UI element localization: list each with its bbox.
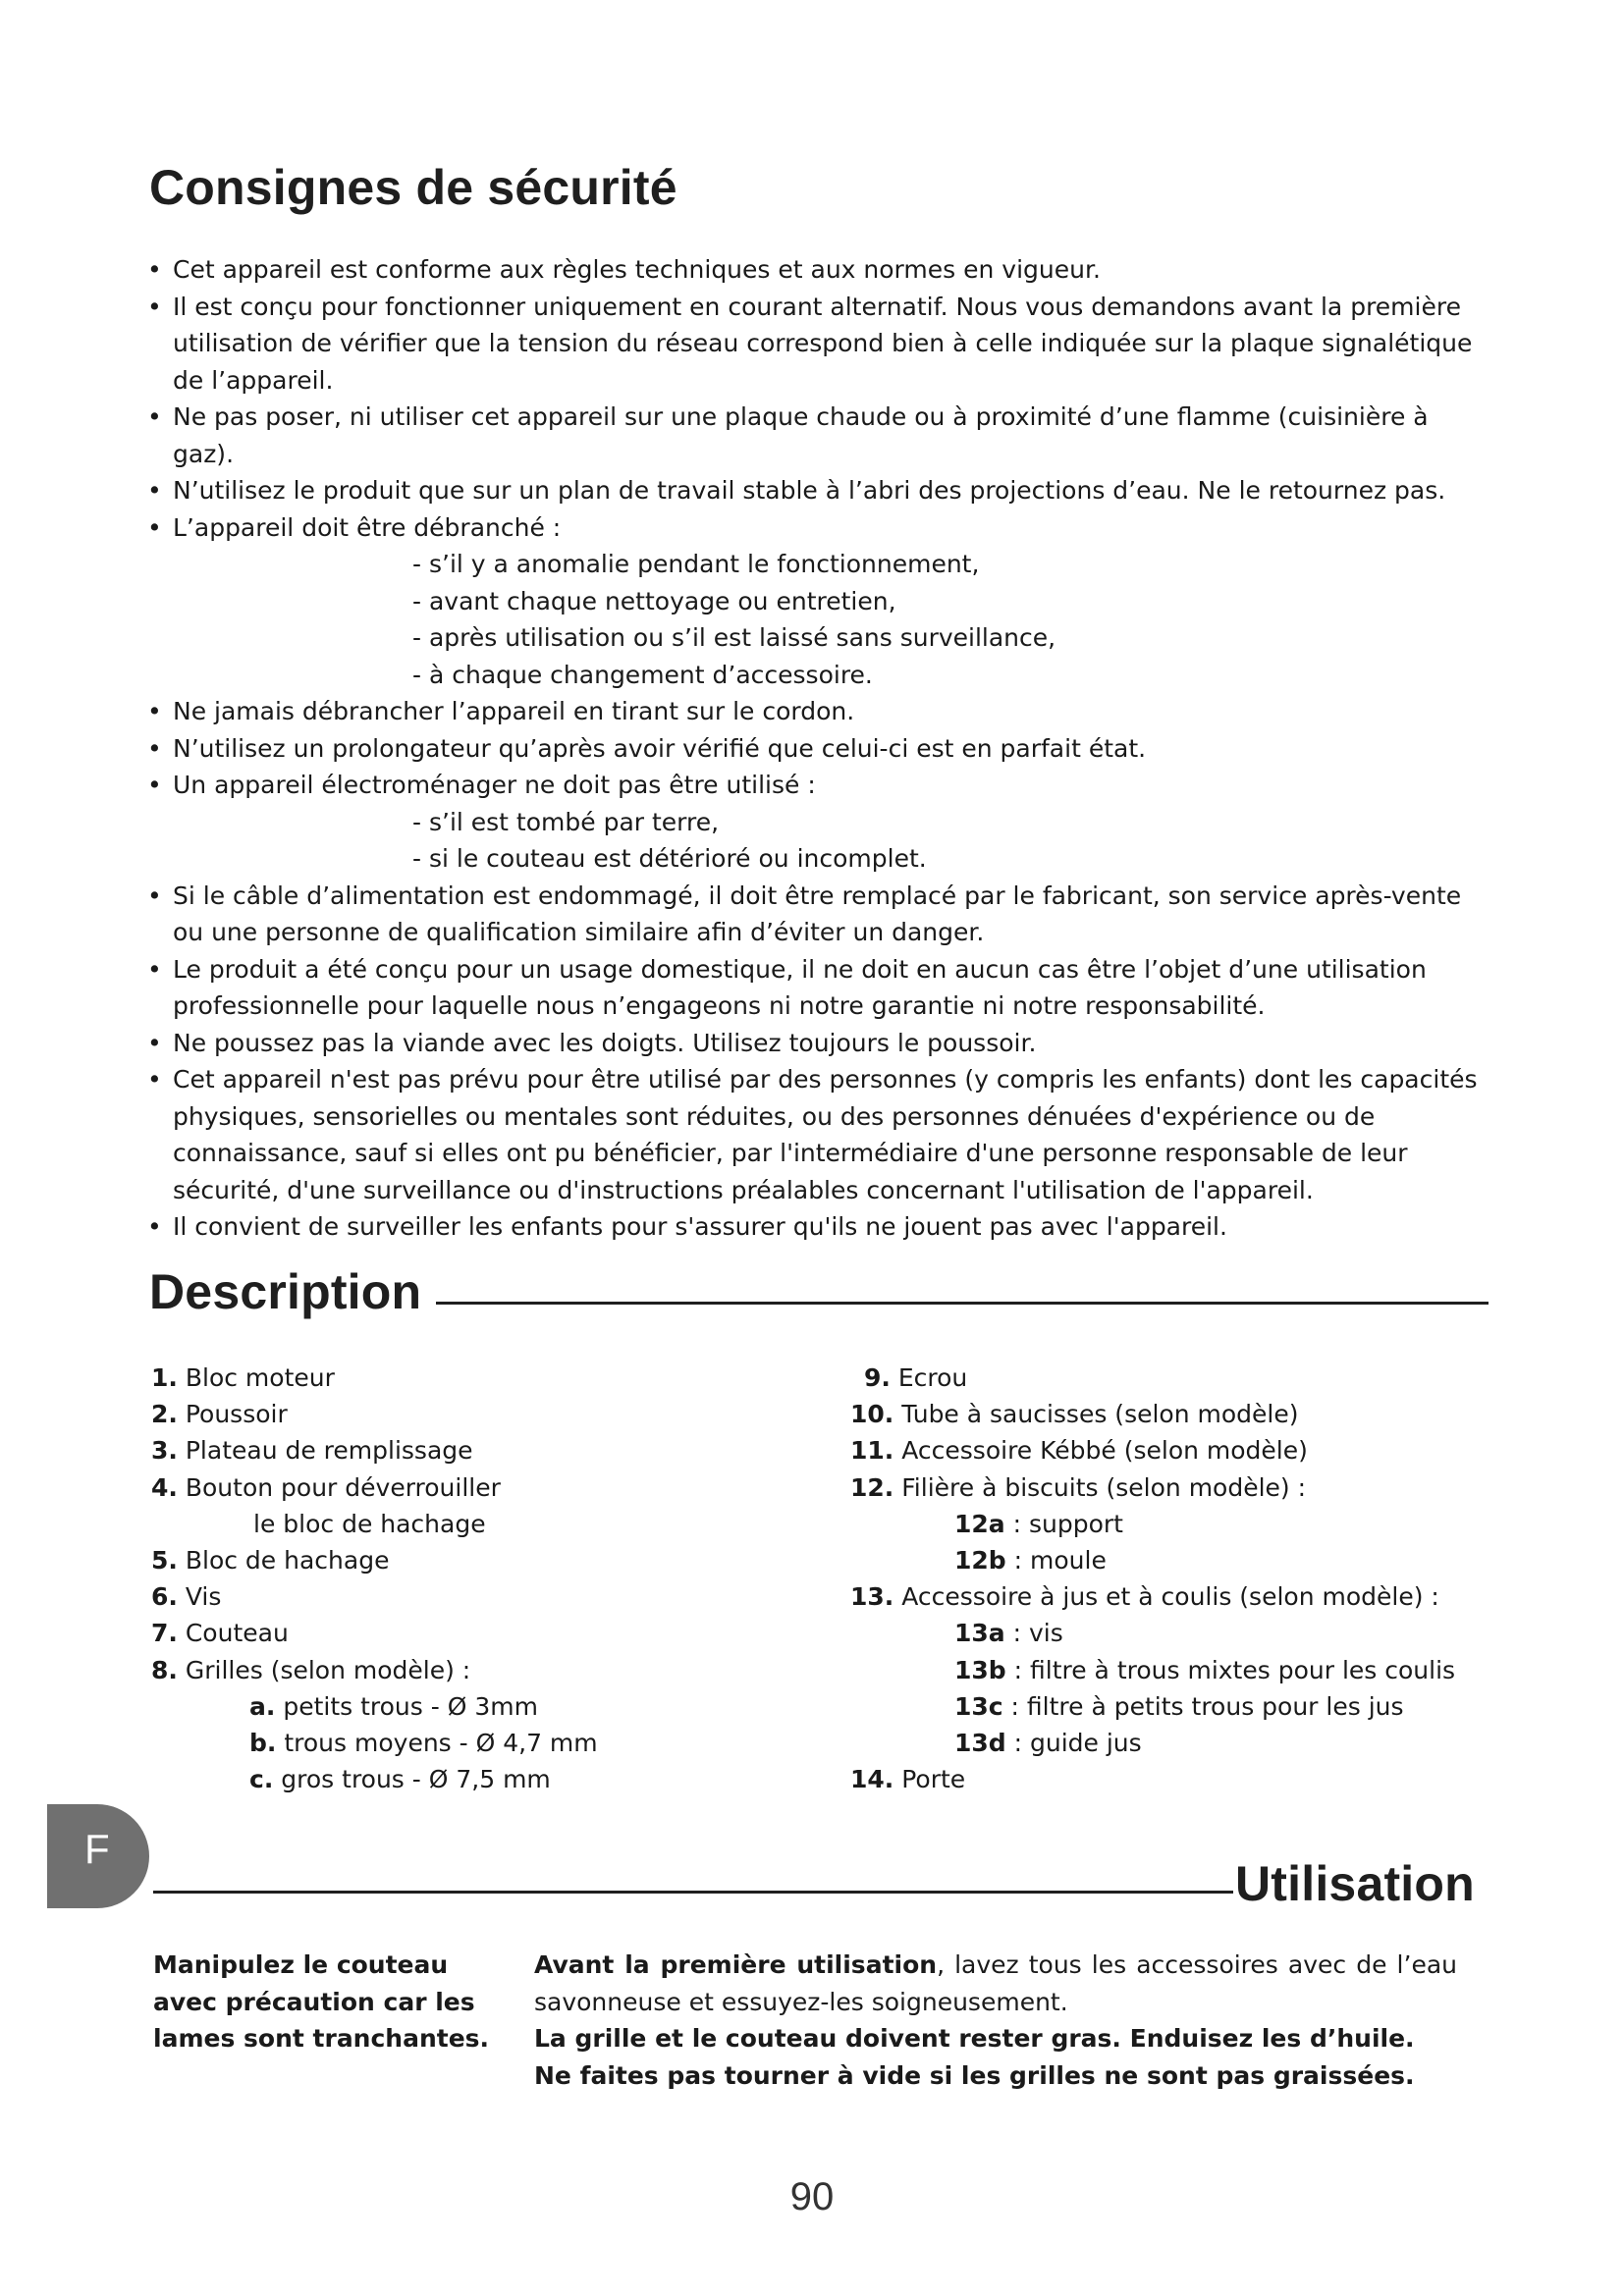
- description-item: [151, 1469, 780, 1506]
- item-number: 6.: [151, 1582, 178, 1612]
- page-number: 90: [789, 2175, 835, 2218]
- item-label: : filtre à trous mixtes pour les coulis: [1005, 1655, 1456, 1684]
- first-use-bold: Avant la première utilisation: [534, 1950, 938, 1979]
- item-number: 11.: [850, 1436, 894, 1466]
- item-number: 12b: [954, 1546, 1006, 1575]
- item-number: 12.: [850, 1472, 894, 1502]
- item-label: Accessoire à jus et à coulis (selon modèle) :: [893, 1582, 1439, 1612]
- description-item: [850, 1652, 1498, 1688]
- first-use-rest: , lavez tous les accessoires avec de l’eau: [937, 1950, 1457, 1979]
- description-left-list: [151, 1360, 780, 1797]
- item-number: c.: [249, 1765, 274, 1794]
- description-item: [850, 1506, 1498, 1542]
- item-number: 8.: [151, 1655, 178, 1684]
- safety-item: • Cet appareil est conforme aux règles techniques et aux normes en vigueur.: [147, 251, 1492, 289]
- safety-list: [147, 251, 1492, 1246]
- item-number: 14.: [850, 1765, 894, 1794]
- item-label: Vis: [177, 1582, 222, 1612]
- description-item: [850, 1725, 1498, 1761]
- safety-item: • L’appareil doit être débranché :: [147, 509, 1492, 547]
- safety-item: • N’utilisez un prolongateur qu’après avoir vérifié que celui-ci est en parfait état.: [147, 730, 1492, 768]
- item-number: 13c: [954, 1691, 1003, 1721]
- item-label: : moule: [1005, 1546, 1107, 1575]
- description-item: [850, 1360, 1498, 1396]
- item-number: 3.: [151, 1436, 178, 1466]
- safety-item: • Il est conçu pour fonctionner uniquement en courant alternatif. Nous vous demandons avant la première utilisation de vérifier que la tension du réseau correspond bien à celle indiquée sur la plaque signalétique de l’appareil.: [147, 289, 1492, 400]
- item-number: 13d: [954, 1729, 1006, 1758]
- item-number: 4.: [151, 1472, 178, 1502]
- item-number: 2.: [151, 1400, 178, 1429]
- dry-run-note: Ne faites pas tourner à vide si les grilles ne sont pas graissées.: [534, 2060, 1415, 2090]
- item-label: Couteau: [177, 1619, 289, 1648]
- description-item: [850, 1396, 1498, 1432]
- safety-subitem: - s’il y a anomalie pendant le fonctionnement,: [412, 550, 980, 578]
- item-number: a.: [249, 1691, 276, 1721]
- item-label: Grilles (selon modèle) :: [177, 1655, 471, 1684]
- item-label: : support: [1004, 1509, 1123, 1538]
- safety-item: • Ne poussez pas la viande avec les doigts. Utilisez toujours le poussoir.: [147, 1025, 1492, 1062]
- item-number: 7.: [151, 1619, 178, 1648]
- safety-subitem: - s’il est tombé par terre,: [412, 807, 720, 836]
- knife-warning-line: lames sont tranchantes.: [153, 2024, 490, 2053]
- description-item: [850, 1615, 1498, 1651]
- item-label: le bloc de hachage: [253, 1509, 486, 1538]
- description-item: [151, 1396, 780, 1432]
- safety-item: • Si le câble d’alimentation est endommagé, il doit être remplacé par le fabricant, son service après-vente ou une personne de qualification similaire afin d’éviter un danger.: [147, 878, 1492, 951]
- safety-item: • Cet appareil n'est pas prévu pour être utilisé par des personnes (y compris les enfants) dont les capacités physiques, sensorielles ou mentales sont réduites, ou des personnes dénuées d'expérience ou de connaissance, sauf si elles ont pu bénéficier, par l'intermédiaire d'une personne responsable de leur sécurité, d'une surveillance ou d'instructions préalables concernant l'utilisation de l'appareil.: [147, 1061, 1492, 1208]
- item-number: 12a: [954, 1509, 1005, 1538]
- safety-item: • Le produit a été conçu pour un usage domestique, il ne doit en aucun cas être l’objet d’une utilisation professionnelle pour laquelle nous n’engageons ni notre garantie ni notre responsabilité.: [147, 951, 1492, 1025]
- description-item: [151, 1761, 780, 1797]
- description-item: [151, 1360, 780, 1396]
- description-item: [850, 1688, 1498, 1725]
- item-label: : guide jus: [1005, 1729, 1142, 1758]
- description-item: [151, 1432, 780, 1468]
- item-label: Porte: [893, 1765, 966, 1794]
- item-label: gros trous - Ø 7,5 mm: [273, 1765, 551, 1794]
- knife-warning: [153, 1947, 526, 2057]
- language-tab: [47, 1804, 149, 1908]
- description-item: [151, 1506, 780, 1542]
- item-number: 5.: [151, 1546, 178, 1575]
- usage-rule: [153, 1891, 1233, 1894]
- description-item: [151, 1578, 780, 1615]
- item-label: Bloc moteur: [177, 1363, 335, 1392]
- safety-item: • Ne pas poser, ni utiliser cet appareil sur une plaque chaude ou à proximité d’une flamme (cuisinière à gaz).: [147, 399, 1492, 472]
- item-label: Bloc de hachage: [177, 1546, 390, 1575]
- item-number: 13a: [954, 1619, 1005, 1648]
- description-rule: [436, 1302, 1489, 1305]
- item-number: 13b: [954, 1655, 1006, 1684]
- item-label: : filtre à petits trous pour les jus: [1002, 1691, 1404, 1721]
- item-label: Tube à saucisses (selon modèle): [893, 1400, 1299, 1429]
- description-item: [850, 1578, 1498, 1615]
- usage-title: Utilisation: [1235, 1856, 1475, 1911]
- description-title: Description: [149, 1264, 422, 1319]
- safety-item: • Un appareil électroménager ne doit pas être utilisé :: [147, 767, 1492, 804]
- item-number: 10.: [850, 1400, 894, 1429]
- item-number: 9.: [864, 1363, 891, 1392]
- description-item: [151, 1688, 780, 1725]
- description-item: [850, 1432, 1498, 1468]
- item-number: 13.: [850, 1582, 894, 1612]
- first-use-line: [534, 1947, 1457, 1984]
- item-label: Ecrou: [890, 1363, 968, 1392]
- safety-subitem: - si le couteau est détérioré ou incomplet.: [412, 844, 927, 873]
- language-tab-label: F: [84, 1826, 110, 1872]
- item-label: Filière à biscuits (selon modèle) :: [893, 1472, 1307, 1502]
- description-item: [151, 1725, 780, 1761]
- item-label: Poussoir: [177, 1400, 288, 1429]
- description-item: [850, 1469, 1498, 1506]
- knife-warning-line: Manipulez le couteau: [153, 1950, 449, 1979]
- item-label: : vis: [1004, 1619, 1063, 1648]
- grease-note: La grille et le couteau doivent rester gras. Enduisez les d’huile.: [534, 2024, 1415, 2053]
- usage-instructions: [534, 1947, 1457, 2094]
- item-label: Bouton pour déverrouiller: [177, 1472, 501, 1502]
- safety-item: • Il convient de surveiller les enfants pour s'assurer qu'ils ne jouent pas avec l'appareil.: [147, 1208, 1492, 1246]
- safety-subitem: - à chaque changement d’accessoire.: [412, 660, 873, 689]
- item-label: trous moyens - Ø 4,7 mm: [276, 1729, 598, 1758]
- description-item: [850, 1761, 1498, 1797]
- item-label: petits trous - Ø 3mm: [275, 1691, 538, 1721]
- description-item: [151, 1615, 780, 1651]
- description-item: [151, 1542, 780, 1578]
- item-label: Plateau de remplissage: [177, 1436, 473, 1466]
- safety-item: • Ne jamais débrancher l’appareil en tirant sur le cordon.: [147, 693, 1492, 730]
- knife-warning-line: avec précaution car les: [153, 1987, 475, 2016]
- description-right-list: [850, 1360, 1498, 1797]
- safety-subitem: - après utilisation ou s’il est laissé sans surveillance,: [412, 623, 1056, 652]
- safety-subitem: - avant chaque nettoyage ou entretien,: [412, 586, 896, 615]
- description-item: [850, 1542, 1498, 1578]
- item-label: Accessoire Kébbé (selon modèle): [893, 1436, 1308, 1466]
- item-number: 1.: [151, 1363, 178, 1392]
- safety-title: Consignes de sécurité: [149, 160, 677, 215]
- description-item: [151, 1652, 780, 1688]
- item-number: b.: [249, 1729, 277, 1758]
- first-use-line2: savonneuse et essuyez-les soigneusement.: [534, 1987, 1068, 2016]
- safety-item: • N’utilisez le produit que sur un plan de travail stable à l’abri des projections d’eau. Ne le retournez pas.: [147, 472, 1492, 509]
